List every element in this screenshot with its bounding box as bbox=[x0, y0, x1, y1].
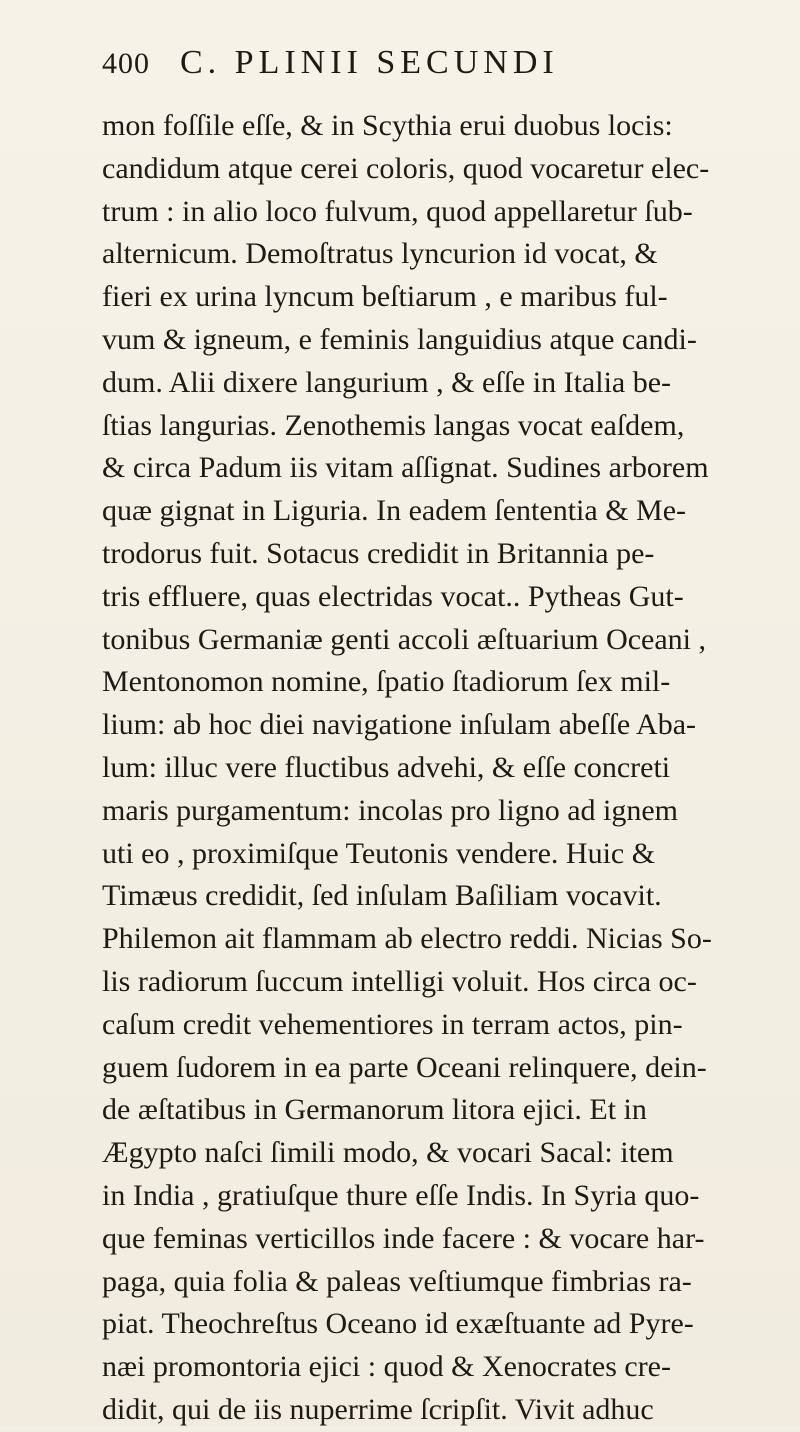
text-line: fieri ex urina lyncum beſtiarum , e maribus ful- bbox=[102, 280, 668, 314]
page-number: 400 bbox=[102, 47, 150, 80]
text-line: quæ gignat in Liguria. In eadem ſententia & Me- bbox=[102, 494, 687, 528]
text-line: alternicum. Demoſtratus lyncurion id vocat, & bbox=[102, 237, 658, 271]
text-line: didit, qui de iis nuperrime ſcripſit. Vivit adhuc bbox=[102, 1392, 654, 1426]
text-line: caſum credit vehementiores in terram actos, pin- bbox=[102, 1007, 683, 1041]
text-line: maris purgamentum: incolas pro ligno ad ignem bbox=[102, 793, 679, 827]
text-line: de æſtatibus in Germanorum litora ejici. Et in bbox=[102, 1093, 647, 1127]
text-line: Timæus credidit, ſed inſulam Baſiliam vocavit. bbox=[102, 879, 662, 913]
text-line: uti eo , proximiſque Teutonis vendere. Huic & bbox=[102, 836, 656, 870]
text-line: tonibus Germaniæ genti accoli æſtuarium Oceani , bbox=[102, 622, 707, 656]
text-line: guem ſudorem in ea parte Oceani relinquere, dein- bbox=[102, 1050, 707, 1084]
text-line: tris effluere, quas electridas vocat.. Pytheas Gut- bbox=[102, 579, 684, 613]
text-line: Ægypto naſci ſimili modo, & vocari Sacal: item bbox=[102, 1136, 674, 1170]
text-line: piat. Theochreſtus Oceano id exæſtuante ad Pyre- bbox=[102, 1307, 694, 1341]
running-head bbox=[102, 44, 702, 88]
text-line: mon foſſile eſſe, & in Scythia erui duobus locis: bbox=[102, 109, 673, 142]
text-line: lis radiorum ſuccum intelligi voluit. Hos circa oc- bbox=[102, 964, 697, 998]
text-line: candidum atque cerei coloris, quod vocaretur elec- bbox=[102, 151, 710, 185]
text-line: dum. Alii dixere langurium , & eſſe in Italia be- bbox=[102, 365, 672, 399]
text-line: Philemon ait flammam ab electro reddi. Nicias So- bbox=[102, 922, 712, 956]
text-line: & circa Padum iis vitam aſſignat. Sudines arborem bbox=[102, 451, 709, 485]
text-line: trum : in alio loco fulvum, quod appellaretur ſub- bbox=[102, 194, 693, 228]
text-line: vum & igneum, e feminis languidius atque candi- bbox=[102, 322, 697, 356]
text-line: paga, quia folia & paleas veſtiumque fimbrias ra- bbox=[102, 1264, 692, 1298]
text-line: trodorus fuit. Sotacus credidit in Britannia pe- bbox=[102, 536, 655, 570]
text-line: næi promontoria ejici : quod & Xenocrates cre- bbox=[102, 1350, 671, 1384]
text-line: in India , gratiuſque thure eſſe Indis. In Syria quo- bbox=[102, 1178, 700, 1212]
body-text bbox=[102, 105, 762, 1432]
text-line: lium: ab hoc diei navigatione inſulam abeſſe Aba- bbox=[102, 708, 696, 742]
page-title: C. PLINII SECUNDI bbox=[180, 44, 559, 81]
text-line: ſtias langurias. Zenothemis langas vocat eaſdem, bbox=[102, 408, 685, 442]
text-line: lum: illuc vere fluctibus advehi, & eſſe concreti bbox=[102, 750, 671, 784]
text-line: que feminas verticillos inde facere : & vocare har- bbox=[102, 1221, 705, 1255]
text-line: Mentonomon nomine, ſpatio ſtadiorum ſex mil- bbox=[102, 665, 671, 699]
